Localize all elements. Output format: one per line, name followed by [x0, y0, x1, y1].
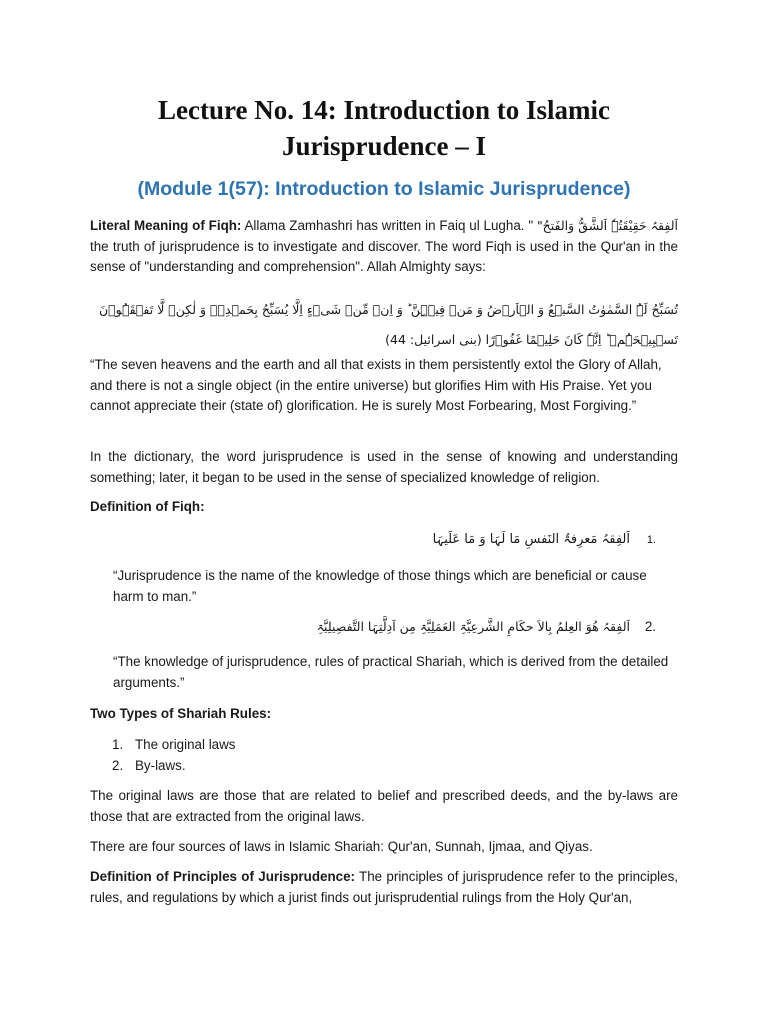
original-laws-paragraph: The original laws are those that are related to belief and prescribed deeds, and the by-laws are those that are extracted from the original laws.	[90, 788, 678, 824]
list-item: 2. By-laws.	[112, 757, 186, 773]
module-subtitle: (Module 1(57): Introduction to Islamic Jurisprudence)	[137, 178, 631, 200]
sources-paragraph: There are four sources of laws in Islamic Shariah: Qur'an, Sunnah, Ijmaa, and Qiyas.	[90, 839, 593, 854]
definition-item-1	[90, 530, 678, 552]
principles-heading: Definition of Principles of Jurisprudence:	[90, 869, 355, 884]
literal-meaning-paragraph	[90, 216, 678, 278]
principles-body: The principles of jurisprudence refer to the principles, rules, and regulations by which a jurist finds out jurisprudential rulings from the Holy Qur'an,	[90, 869, 678, 905]
definition-item-number: 1.	[646, 534, 656, 546]
definition-arabic-1: اَلفِقہُ مَعرِفۃُ النَفسِ مَا لَہَا وَ مَا عَلَیہَا	[432, 532, 630, 547]
definition-translation-2: “The knowledge of jurisprudence, rules of practical Shariah, which is derived from the detailed arguments.”	[113, 654, 669, 690]
definition-translation-1: “Jurisprudence is the name of the knowledge of those things which are beneficial or cause harm to man.”	[113, 568, 647, 604]
definition-item-2	[90, 617, 678, 639]
principles-paragraph	[90, 867, 678, 908]
quran-verse-arabic: تُسَبِّحُ لَہُ السَّمٰوٰتُ السَّبۡعُ وَ الۡاَرۡضُ وَ مَنۡ فِیۡہِنَّ ؕ وَ اِنۡ مِّنۡ شَیۡءٍ اِلَّا یُسَبِّحُ بِحَمۡدِہٖ وَ لٰکِنۡ لَّا تَفۡقَہُوۡنَ تَسۡبِیۡحَہُمۡ ؕ اِنَّہٗ کَانَ حَلِیۡمًا غَفُوۡرًا (بنی اسرائیل: 44)	[98, 302, 678, 347]
shariah-rules-heading: Two Types of Shariah Rules:	[90, 706, 272, 721]
literal-meaning-body: the truth of jurisprudence is to investigate and discover. The word Fiqh is used in the Qur'an in the sense of "understanding and comprehension". Allah Almighty says:	[90, 238, 678, 274]
page-title: Lecture No. 14: Introduction to Islamic Jurisprudence – I	[158, 95, 610, 161]
definition-item-number: 2.	[644, 619, 656, 634]
literal-meaning-lead: Allama Zamhashri has written in Faiq ul Lugha. "	[241, 218, 537, 233]
literal-meaning-heading: Literal Meaning of Fiqh:	[90, 218, 242, 233]
list-item: 1. The original laws	[112, 737, 236, 752]
definition-arabic-2: اَلفِقہُ ھُوَ العِلمُ بِالاَ حکَامِ الشَّرعِیَّۃِ العَمَلِیَّۃِ مِن اَدِلَّتِہَا التَّفصِیلِیَّۃِ	[316, 619, 630, 634]
shariah-rules-list	[90, 735, 678, 776]
definition-heading: Definition of Fiqh:	[90, 499, 205, 514]
dictionary-paragraph: In the dictionary, the word jurisprudence is used in the sense of knowing and understanding something; later, it began to be used in the sense of specialized knowledge of religion.	[90, 449, 678, 485]
literal-meaning-arabic: اَلفِقہُ حَقِیْقَتُہٗ اَلشَّقُّ وَالفَتحُ"	[536, 218, 678, 233]
verse-translation: “The seven heavens and the earth and all that exists in them persistently extol the Glory of Allah, and there is not a single object (in the entire universe) but glorifies Him with His Praise. Yet you cannot appreciate their (state of) glorification. He is surely Most Forbearing, Most Forgiving.”	[90, 357, 662, 413]
